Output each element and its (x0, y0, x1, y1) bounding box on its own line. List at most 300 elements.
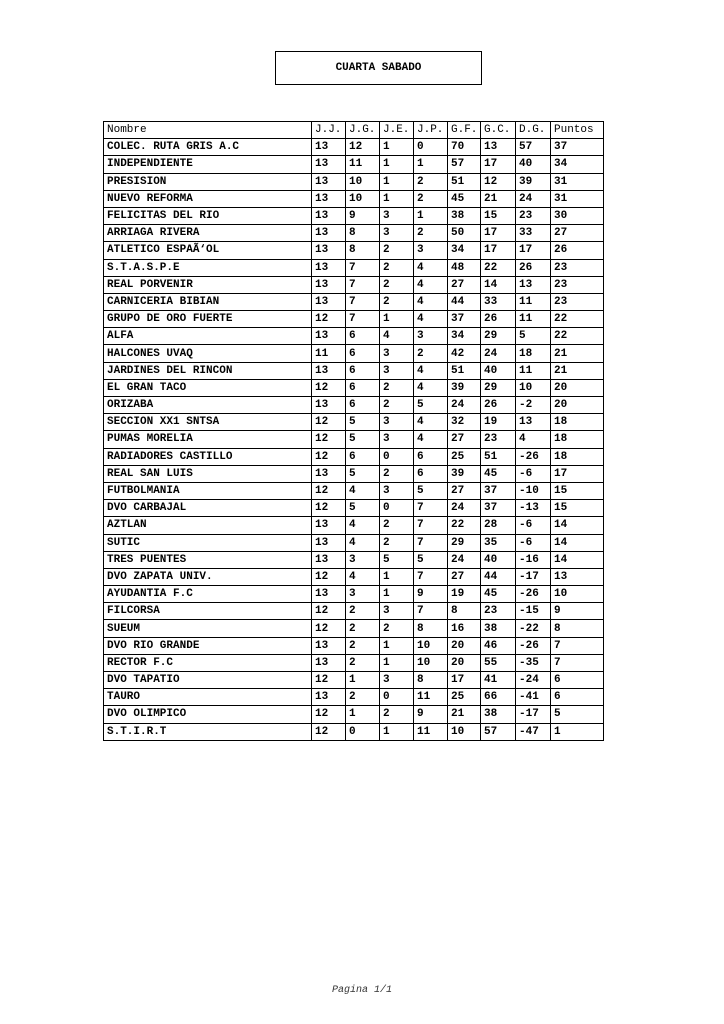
stat-cell: 3 (346, 551, 380, 568)
team-name-cell: PRESISION (104, 173, 312, 190)
stat-cell: -2 (516, 397, 551, 414)
team-name-cell: HALCONES UVAQ (104, 345, 312, 362)
stat-cell: 2 (414, 173, 448, 190)
stat-cell: 20 (448, 654, 481, 671)
table-row (104, 311, 604, 328)
stat-cell: 24 (481, 345, 516, 362)
stat-cell: 3 (380, 225, 414, 242)
stat-cell: 41 (481, 672, 516, 689)
column-header: J.G. (346, 122, 380, 139)
column-header: J.E. (380, 122, 414, 139)
stat-cell: 1 (380, 568, 414, 585)
stat-cell: 13 (312, 465, 346, 482)
stat-cell: 14 (551, 517, 604, 534)
stat-cell: 22 (551, 311, 604, 328)
stat-cell: 34 (448, 328, 481, 345)
stat-cell: 23 (516, 207, 551, 224)
stat-cell: 27 (448, 482, 481, 499)
table-row (104, 397, 604, 414)
stat-cell: -26 (516, 448, 551, 465)
stat-cell: 1 (380, 311, 414, 328)
stat-cell: 23 (481, 431, 516, 448)
stat-cell: 4 (516, 431, 551, 448)
team-name-cell: REAL PORVENIR (104, 276, 312, 293)
stat-cell: 2 (380, 379, 414, 396)
stat-cell: 44 (448, 293, 481, 310)
table-header-row (104, 122, 604, 139)
stat-cell: 7 (414, 568, 448, 585)
stat-cell: 2 (346, 603, 380, 620)
column-header: Nombre (104, 122, 312, 139)
stat-cell: 13 (516, 414, 551, 431)
stat-cell: 25 (448, 448, 481, 465)
team-name-cell: EL GRAN TACO (104, 379, 312, 396)
stat-cell: 6 (346, 397, 380, 414)
table-row (104, 139, 604, 156)
stat-cell: 17 (481, 156, 516, 173)
stat-cell: 7 (414, 603, 448, 620)
stat-cell: 29 (481, 379, 516, 396)
stat-cell: 1 (380, 723, 414, 740)
team-name-cell: TAURO (104, 689, 312, 706)
team-name-cell: RECTOR F.C (104, 654, 312, 671)
stat-cell: 34 (448, 242, 481, 259)
stat-cell: 7 (414, 500, 448, 517)
stat-cell: 45 (448, 190, 481, 207)
stat-cell: 2 (346, 689, 380, 706)
stat-cell: 2 (346, 637, 380, 654)
stat-cell: 6 (414, 465, 448, 482)
stat-cell: 7 (346, 293, 380, 310)
standings-table (103, 121, 604, 741)
stat-cell: 15 (551, 482, 604, 499)
table-row (104, 293, 604, 310)
stat-cell: 11 (516, 293, 551, 310)
stat-cell: 22 (448, 517, 481, 534)
stat-cell: 24 (448, 397, 481, 414)
stat-cell: 21 (481, 190, 516, 207)
stat-cell: 6 (551, 689, 604, 706)
stat-cell: -6 (516, 465, 551, 482)
stat-cell: 3 (380, 362, 414, 379)
stat-cell: 16 (448, 620, 481, 637)
stat-cell: 6 (346, 379, 380, 396)
stat-cell: 4 (414, 293, 448, 310)
stat-cell: 1 (380, 586, 414, 603)
stat-cell: 33 (481, 293, 516, 310)
stat-cell: 1 (380, 173, 414, 190)
stat-cell: 2 (380, 534, 414, 551)
stat-cell: 13 (312, 637, 346, 654)
team-name-cell: TRES PUENTES (104, 551, 312, 568)
stat-cell: 9 (414, 706, 448, 723)
stat-cell: 1 (414, 207, 448, 224)
stat-cell: 10 (551, 586, 604, 603)
stat-cell: 26 (481, 311, 516, 328)
stat-cell: 21 (448, 706, 481, 723)
stat-cell: 11 (346, 156, 380, 173)
stat-cell: 13 (312, 190, 346, 207)
team-name-cell: FELICITAS DEL RIO (104, 207, 312, 224)
stat-cell: 13 (516, 276, 551, 293)
stat-cell: 5 (346, 500, 380, 517)
stat-cell: 19 (481, 414, 516, 431)
stat-cell: 31 (551, 173, 604, 190)
stat-cell: 6 (414, 448, 448, 465)
stat-cell: 27 (448, 431, 481, 448)
stat-cell: 1 (380, 190, 414, 207)
stat-cell: 11 (516, 311, 551, 328)
stat-cell: 7 (414, 517, 448, 534)
stat-cell: 3 (380, 482, 414, 499)
stat-cell: 27 (448, 276, 481, 293)
stat-cell: 17 (481, 242, 516, 259)
stat-cell: 14 (551, 534, 604, 551)
table-row (104, 603, 604, 620)
stat-cell: 4 (346, 482, 380, 499)
column-header: J.P. (414, 122, 448, 139)
stat-cell: 20 (551, 379, 604, 396)
stat-cell: 40 (481, 551, 516, 568)
stat-cell: 13 (312, 276, 346, 293)
stat-cell: 5 (380, 551, 414, 568)
page-title: CUARTA SABADO (335, 62, 422, 74)
stat-cell: 17 (516, 242, 551, 259)
stat-cell: 10 (414, 637, 448, 654)
stat-cell: 5 (551, 706, 604, 723)
stat-cell: 6 (346, 448, 380, 465)
table-row (104, 259, 604, 276)
stat-cell: 8 (414, 672, 448, 689)
stat-cell: 55 (481, 654, 516, 671)
stat-cell: 14 (551, 551, 604, 568)
stat-cell: 39 (448, 465, 481, 482)
stat-cell: 12 (312, 723, 346, 740)
stat-cell: 12 (312, 448, 346, 465)
stat-cell: 37 (481, 500, 516, 517)
stat-cell: 2 (380, 242, 414, 259)
table-row (104, 242, 604, 259)
stat-cell: 13 (312, 551, 346, 568)
stat-cell: 29 (448, 534, 481, 551)
stat-cell: 38 (481, 620, 516, 637)
team-name-cell: RADIADORES CASTILLO (104, 448, 312, 465)
stat-cell: 25 (448, 689, 481, 706)
team-name-cell: SUTIC (104, 534, 312, 551)
column-header: D.G. (516, 122, 551, 139)
stat-cell: 48 (448, 259, 481, 276)
stat-cell: 20 (448, 637, 481, 654)
table-row (104, 362, 604, 379)
stat-cell: 4 (414, 379, 448, 396)
stat-cell: 18 (551, 431, 604, 448)
page-footer: Pagina 1/1 (331, 985, 392, 996)
team-name-cell: INDEPENDIENTE (104, 156, 312, 173)
stat-cell: 70 (448, 139, 481, 156)
stat-cell: 4 (414, 362, 448, 379)
stat-cell: 13 (312, 654, 346, 671)
stat-cell: 7 (551, 654, 604, 671)
stat-cell: -26 (516, 586, 551, 603)
stat-cell: 13 (481, 139, 516, 156)
table-row (104, 586, 604, 603)
stat-cell: 33 (516, 225, 551, 242)
stat-cell: 9 (414, 586, 448, 603)
stat-cell: 1 (380, 139, 414, 156)
stat-cell: 1 (380, 156, 414, 173)
stat-cell: 46 (481, 637, 516, 654)
team-name-cell: AYUDANTIA F.C (104, 586, 312, 603)
stat-cell: 12 (312, 311, 346, 328)
table-row (104, 431, 604, 448)
stat-cell: 24 (448, 551, 481, 568)
stat-cell: 10 (414, 654, 448, 671)
team-name-cell: ATLETICO ESPAÃ‘OL (104, 242, 312, 259)
stat-cell: 20 (551, 397, 604, 414)
stat-cell: 32 (448, 414, 481, 431)
stat-cell: 7 (346, 276, 380, 293)
stat-cell: 3 (380, 345, 414, 362)
stat-cell: 9 (346, 207, 380, 224)
stat-cell: 9 (551, 603, 604, 620)
table-row (104, 689, 604, 706)
stat-cell: 45 (481, 586, 516, 603)
stat-cell: 27 (448, 568, 481, 585)
stat-cell: 2 (380, 276, 414, 293)
stat-cell: 18 (551, 414, 604, 431)
stat-cell: 30 (551, 207, 604, 224)
stat-cell: 11 (414, 723, 448, 740)
stat-cell: 50 (448, 225, 481, 242)
stat-cell: -17 (516, 568, 551, 585)
stat-cell: 15 (481, 207, 516, 224)
table-row (104, 568, 604, 585)
team-name-cell: FILCORSA (104, 603, 312, 620)
stat-cell: 23 (551, 259, 604, 276)
table-body (104, 139, 604, 741)
table-row (104, 637, 604, 654)
stat-cell: 38 (481, 706, 516, 723)
stat-cell: 1 (414, 156, 448, 173)
stat-cell: 2 (414, 225, 448, 242)
stat-cell: -24 (516, 672, 551, 689)
stat-cell: 4 (414, 311, 448, 328)
stat-cell: 2 (380, 259, 414, 276)
stat-cell: 1 (346, 672, 380, 689)
stat-cell: 12 (312, 414, 346, 431)
stat-cell: 4 (380, 328, 414, 345)
stat-cell: 13 (312, 534, 346, 551)
stat-cell: 13 (312, 362, 346, 379)
team-name-cell: NUEVO REFORMA (104, 190, 312, 207)
stat-cell: 13 (312, 586, 346, 603)
team-name-cell: DVO RIO GRANDE (104, 637, 312, 654)
stat-cell: 18 (551, 448, 604, 465)
stat-cell: 27 (551, 225, 604, 242)
column-header: Puntos (551, 122, 604, 139)
stat-cell: 0 (380, 689, 414, 706)
stat-cell: 13 (312, 173, 346, 190)
team-name-cell: PUMAS MORELIA (104, 431, 312, 448)
table-row (104, 225, 604, 242)
stat-cell: 5 (414, 551, 448, 568)
page-title-box (275, 51, 482, 85)
stat-cell: 0 (380, 500, 414, 517)
stat-cell: 40 (516, 156, 551, 173)
stat-cell: 38 (448, 207, 481, 224)
stat-cell: 37 (551, 139, 604, 156)
stat-cell: 13 (312, 156, 346, 173)
stat-cell: 3 (380, 672, 414, 689)
stat-cell: -35 (516, 654, 551, 671)
table-row (104, 156, 604, 173)
stat-cell: 13 (312, 397, 346, 414)
stat-cell: 37 (481, 482, 516, 499)
stat-cell: 1 (380, 637, 414, 654)
table-row (104, 379, 604, 396)
column-header: J.J. (312, 122, 346, 139)
team-name-cell: GRUPO DE ORO FUERTE (104, 311, 312, 328)
team-name-cell: ALFA (104, 328, 312, 345)
team-name-cell: AZTLAN (104, 517, 312, 534)
stat-cell: -6 (516, 534, 551, 551)
stat-cell: 13 (312, 293, 346, 310)
table-row (104, 706, 604, 723)
team-name-cell: REAL SAN LUIS (104, 465, 312, 482)
stat-cell: 2 (414, 345, 448, 362)
stat-cell: 57 (448, 156, 481, 173)
stat-cell: 39 (448, 379, 481, 396)
stat-cell: 12 (312, 603, 346, 620)
stat-cell: 4 (414, 276, 448, 293)
team-name-cell: ARRIAGA RIVERA (104, 225, 312, 242)
stat-cell: 22 (481, 259, 516, 276)
stat-cell: -10 (516, 482, 551, 499)
stat-cell: 21 (551, 345, 604, 362)
table-row (104, 672, 604, 689)
column-header: G.F. (448, 122, 481, 139)
stat-cell: 17 (481, 225, 516, 242)
team-name-cell: DVO ZAPATA UNIV. (104, 568, 312, 585)
stat-cell: 2 (380, 465, 414, 482)
team-name-cell: COLEC. RUTA GRIS A.C (104, 139, 312, 156)
table-row (104, 190, 604, 207)
stat-cell: 5 (346, 465, 380, 482)
stat-cell: 26 (481, 397, 516, 414)
stat-cell: 23 (481, 603, 516, 620)
stat-cell: 28 (481, 517, 516, 534)
team-name-cell: ORIZABA (104, 397, 312, 414)
stat-cell: 4 (414, 414, 448, 431)
stat-cell: 18 (516, 345, 551, 362)
stat-cell: -22 (516, 620, 551, 637)
stat-cell: 37 (448, 311, 481, 328)
stat-cell: -13 (516, 500, 551, 517)
stat-cell: 2 (380, 293, 414, 310)
stat-cell: 13 (312, 328, 346, 345)
stat-cell: 39 (516, 173, 551, 190)
stat-cell: 8 (346, 242, 380, 259)
stat-cell: 11 (414, 689, 448, 706)
stat-cell: 1 (551, 723, 604, 740)
stat-cell: 5 (346, 414, 380, 431)
team-name-cell: S.T.A.S.P.E (104, 259, 312, 276)
stat-cell: 3 (346, 586, 380, 603)
table-row (104, 654, 604, 671)
stat-cell: 12 (346, 139, 380, 156)
table-row (104, 534, 604, 551)
stat-cell: 2 (380, 620, 414, 637)
stat-cell: 13 (312, 225, 346, 242)
table-row (104, 328, 604, 345)
stat-cell: 6 (346, 362, 380, 379)
stat-cell: 7 (346, 311, 380, 328)
stat-cell: 12 (312, 706, 346, 723)
table-row (104, 517, 604, 534)
table-row (104, 414, 604, 431)
stat-cell: 5 (414, 482, 448, 499)
stat-cell: -15 (516, 603, 551, 620)
stat-cell: 13 (312, 259, 346, 276)
stat-cell: 2 (380, 517, 414, 534)
stat-cell: 17 (448, 672, 481, 689)
stat-cell: 22 (551, 328, 604, 345)
team-name-cell: S.T.I.R.T (104, 723, 312, 740)
stat-cell: 0 (414, 139, 448, 156)
stat-cell: 3 (414, 242, 448, 259)
stat-cell: 10 (516, 379, 551, 396)
stat-cell: 7 (414, 534, 448, 551)
stat-cell: 11 (516, 362, 551, 379)
stat-cell: 4 (346, 568, 380, 585)
stat-cell: 8 (346, 225, 380, 242)
stat-cell: 51 (481, 448, 516, 465)
stat-cell: 13 (312, 207, 346, 224)
stat-cell: 0 (380, 448, 414, 465)
stat-cell: 12 (312, 620, 346, 637)
stat-cell: 13 (312, 242, 346, 259)
stat-cell: -16 (516, 551, 551, 568)
stat-cell: 4 (346, 517, 380, 534)
stat-cell: 19 (448, 586, 481, 603)
stat-cell: 12 (312, 500, 346, 517)
stat-cell: -26 (516, 637, 551, 654)
stat-cell: 1 (346, 706, 380, 723)
stat-cell: 1 (380, 654, 414, 671)
table-row (104, 173, 604, 190)
stat-cell: 57 (516, 139, 551, 156)
stat-cell: 13 (551, 568, 604, 585)
stat-cell: 2 (380, 397, 414, 414)
stat-cell: 6 (551, 672, 604, 689)
stat-cell: 10 (448, 723, 481, 740)
stat-cell: 2 (346, 620, 380, 637)
stat-cell: 66 (481, 689, 516, 706)
stat-cell: 13 (312, 139, 346, 156)
stat-cell: 14 (481, 276, 516, 293)
stat-cell: 3 (380, 414, 414, 431)
stat-cell: -17 (516, 706, 551, 723)
stat-cell: 23 (551, 293, 604, 310)
stat-cell: 12 (312, 568, 346, 585)
table-row (104, 448, 604, 465)
stat-cell: 51 (448, 173, 481, 190)
stat-cell: 13 (312, 517, 346, 534)
stat-cell: 2 (414, 190, 448, 207)
stat-cell: 45 (481, 465, 516, 482)
stat-cell: 40 (481, 362, 516, 379)
stat-cell: 24 (516, 190, 551, 207)
